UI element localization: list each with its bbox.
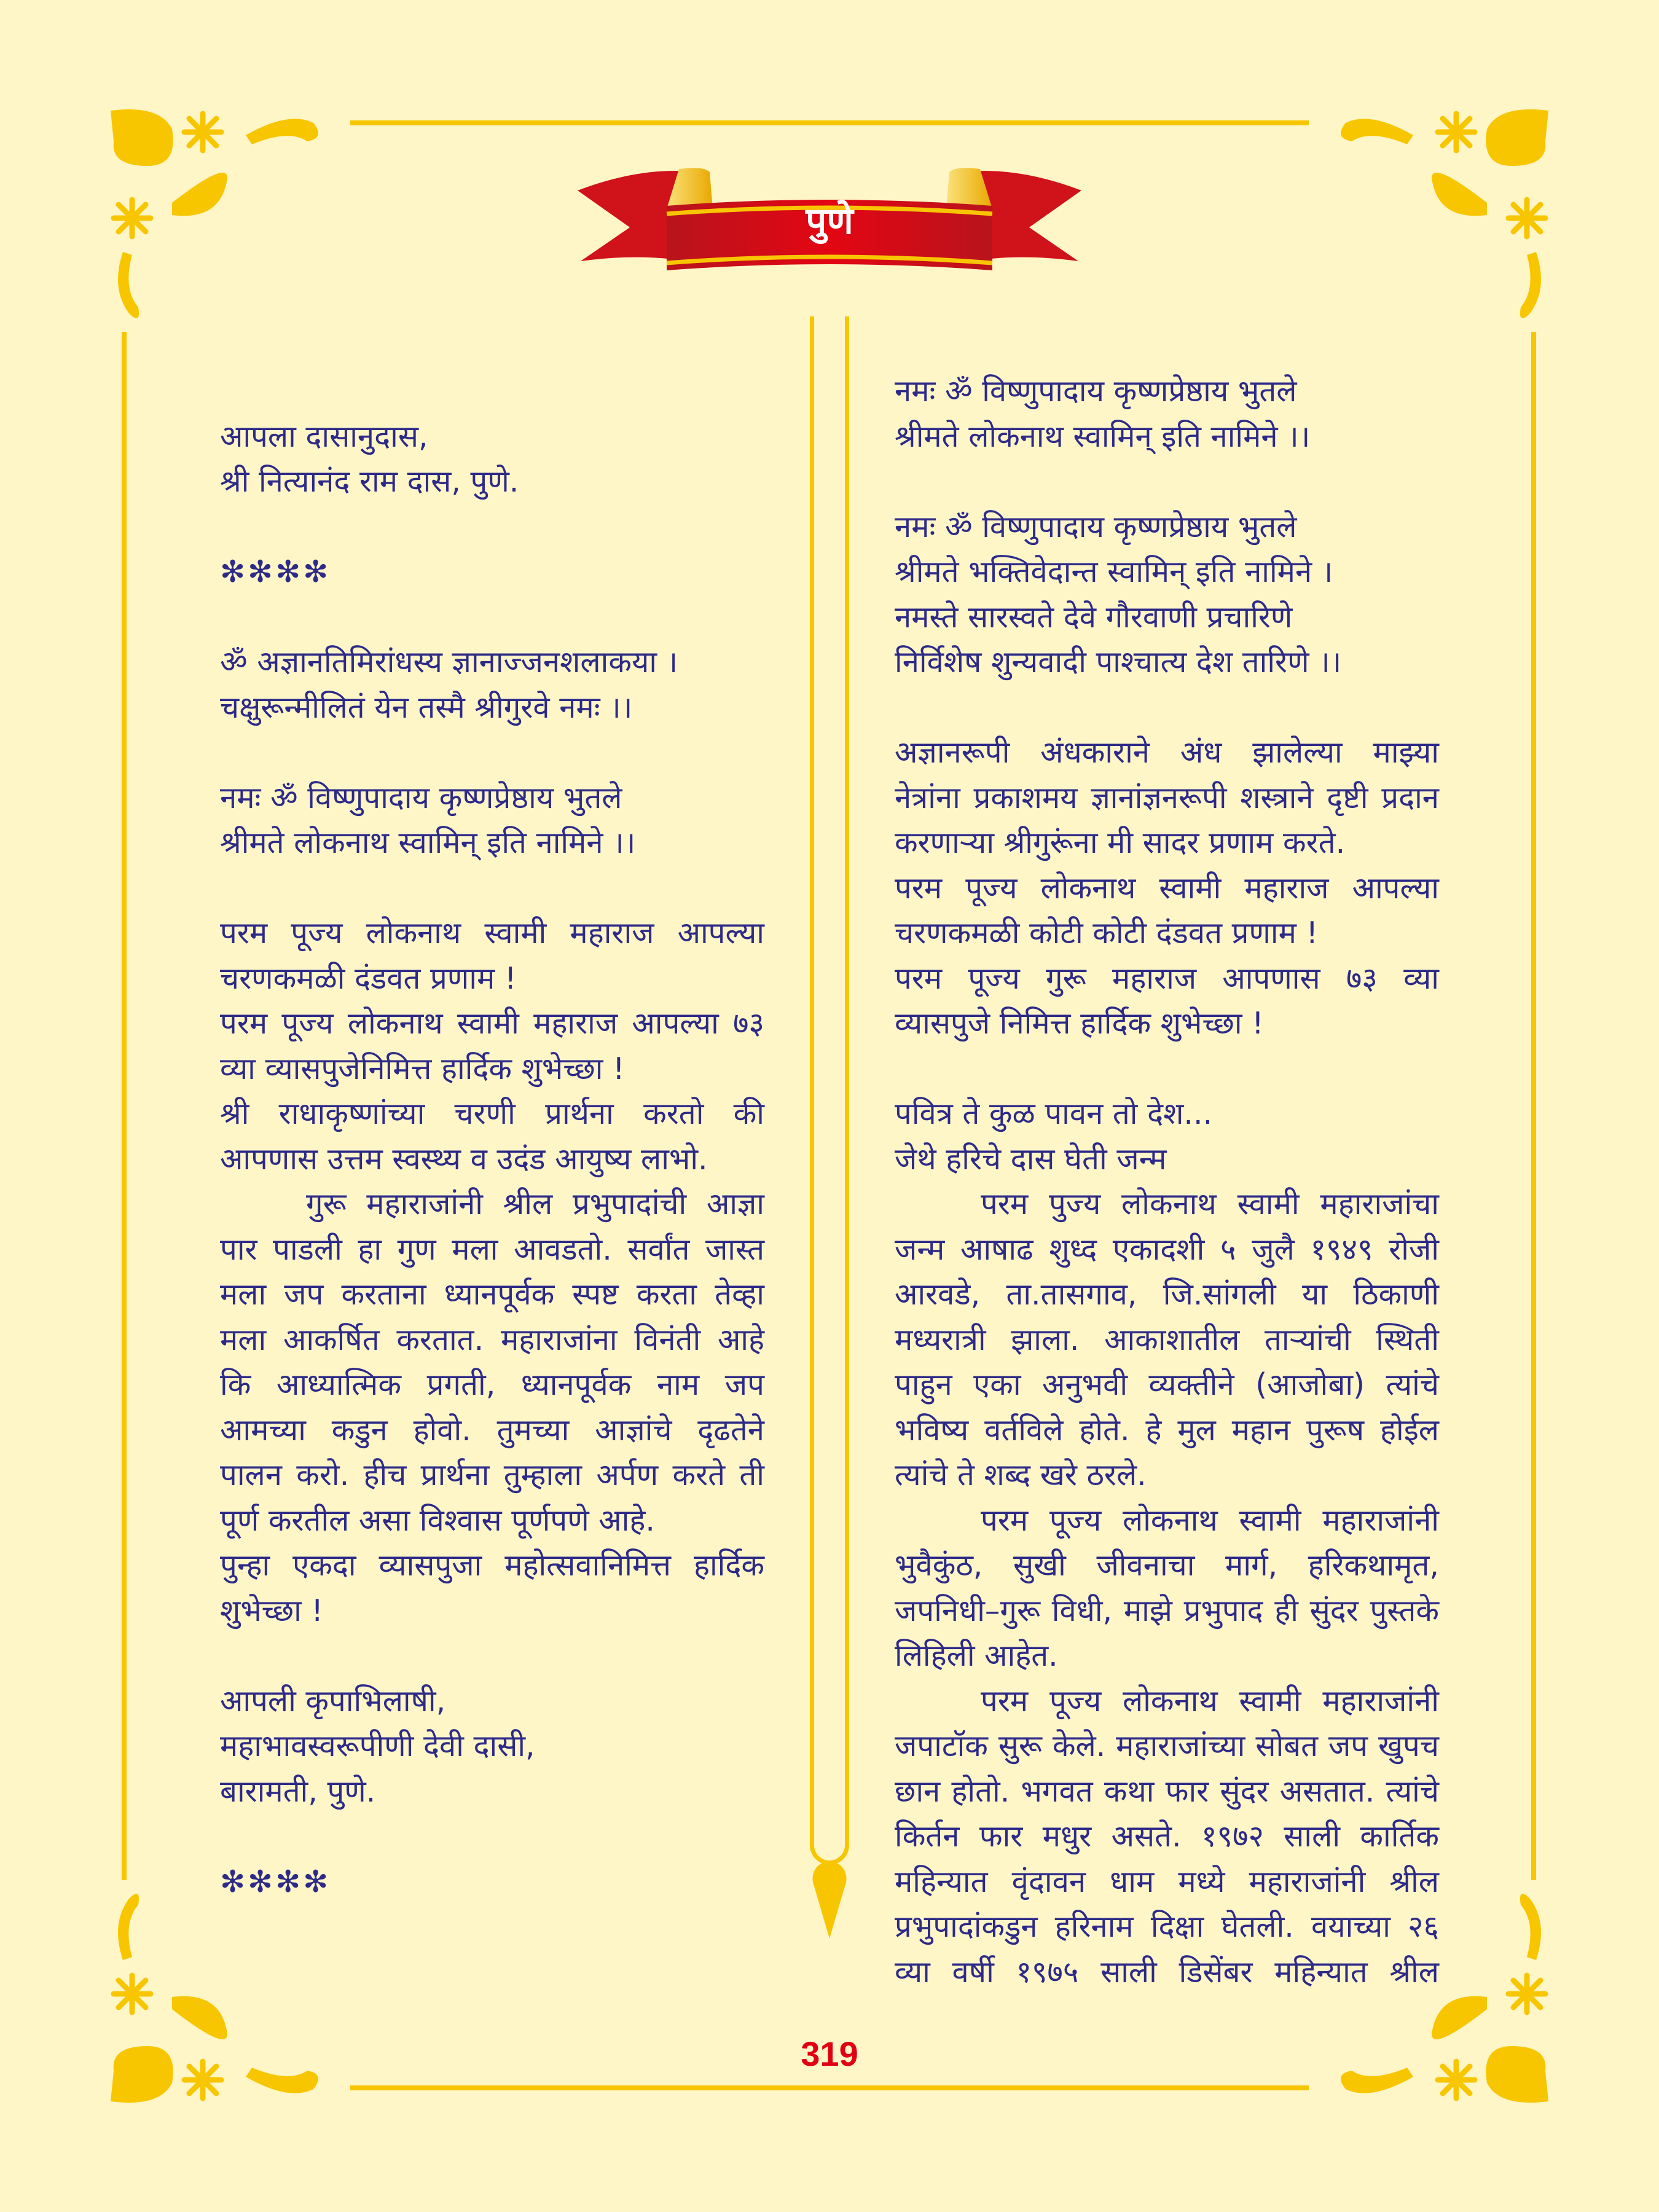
text-line: प्रभुपादांकडुन हरिनाम दिक्षा घेतली. वयाच्या २६ [895,1909,1439,1944]
title-banner [568,147,1091,283]
text-line: जेथे हरिचे दास घेती जन्म [895,1141,1167,1177]
text-line: महिन्यात वृंदावन धाम मध्ये महाराजांनी श्रील [895,1864,1439,1899]
pendant-icon [811,1862,848,1942]
frame-bottom-line [350,2085,1309,2090]
text-line: श्री राधाकृष्णांच्या चरणी प्रार्थना करतो की [220,1096,764,1131]
text-line: परम पूज्य लोकनाथ स्वामी महाराज आपल्या [895,870,1439,906]
text-line: नेत्रांना प्रकाशमय ज्ञानांज्ञनरूपी शस्त्राने दृष्टी प्रदान [895,780,1439,815]
section-separator: ✻✻✻✻ [220,554,331,589]
text-line: व्या व्यासपुजेनिमित्त हार्दिक शुभेच्छा ! [220,1051,625,1086]
text-line: निर्विशेष शुन्यवादी पाश्चात्य देश तारिणे ।। [895,645,1342,680]
frame-top-line [350,120,1309,125]
text-line: श्रीमते लोकनाथ स्वामिन् इति नामिने ।। [895,418,1311,454]
text-line: पवित्र ते कुळ पावन तो देश... [895,1096,1213,1131]
corner-ornament-icon [104,104,363,363]
text-line: पूर्ण करतील असा विश्वास पूर्णपणे आहे. [220,1502,655,1538]
text-line: मला जप करताना ध्यानपूर्वक स्पष्ट करता तेव्हा [220,1277,764,1312]
text-line: अज्ञानरूपी अंधकाराने अंध झालेल्या माझ्या [895,735,1439,770]
text-line: पालन करो. हीच प्रार्थना तुम्हाला अर्पण करते ती [220,1457,764,1492]
page-title: पुणे [806,200,853,243]
frame-left-line [122,332,127,1880]
corner-ornament-icon [1296,104,1555,363]
text-line: परम पूज्य लोकनाथ स्वामी महाराज आपल्या [220,916,764,951]
text-line: परम पुज्य लोकनाथ स्वामी महाराजांचा [981,1186,1439,1222]
text-line: पार पाडली हा गुण मला आवडतो. सर्वांत जास्त [220,1231,764,1267]
page-number: 319 [801,2034,858,2073]
text-line: श्रीमते भक्तिवेदान्त स्वामिन् इति नामिने । [895,554,1333,589]
text-line: मला आकर्षित करतात. महाराजांना विनंती आहे [220,1322,764,1357]
text-line: व्यासपुजे निमित्त हार्दिक शुभेच्छा ! [895,1006,1264,1041]
text-line: आपला दासानुदास, [220,418,428,454]
text-line: परम पूज्य गुरू महाराज आपणास ७३ व्या [895,960,1439,996]
text-line: आमच्या कडुन होवो. तुमच्या आज्ञांचे दृढतेने [220,1412,764,1448]
text-line: आपणास उत्तम स्वस्थ्य व उदंड आयुष्य लाभो. [220,1141,708,1177]
text-line: भविष्य वर्तविले होते. हे मुल महान पुरूष होईल [895,1412,1439,1448]
text-line: श्री नित्यानंद राम दास, पुणे. [220,464,519,499]
column-divider [810,316,849,1865]
text-line: नमः ॐ विष्णुपादाय कृष्णप्रेष्ठाय भुतले [895,374,1297,409]
text-line: आपली कृपाभिलाषी, [220,1683,446,1719]
text-line: बारामती, पुणे. [220,1773,376,1809]
text-line: श्रीमते लोकनाथ स्वामिन् इति नामिने ।। [220,825,636,860]
text-line: जपनिधी–गुरू विधी, माझे प्रभुपाद ही सुंदर पुस्तके [895,1593,1439,1628]
text-line: चरणकमळी दंडवत प्रणाम ! [220,960,517,996]
text-line: चरणकमळी कोटी कोटी दंडवत प्रणाम ! [895,916,1319,951]
section-separator: ✻✻✻✻ [220,1864,331,1899]
text-line: नमः ॐ विष्णुपादाय कृष्णप्रेष्ठाय भुतले [220,780,622,815]
text-line: मध्यरात्री झाला. आकाशातील ताऱ्यांची स्थिती [895,1322,1439,1357]
text-line: ॐ अज्ञानतिमिरांधस्य ज्ञानाज्जनशलाकया । [220,645,678,680]
text-line: पाहुन एका अनुभवी व्यक्तीने (आजोबा) त्यांचे [895,1367,1439,1402]
text-line: किर्तन फार मधुर असते. १९७२ साली कार्तिक [895,1819,1439,1854]
text-line: त्यांचे ते शब्द खरे ठरले. [895,1457,1147,1492]
text-line: परम पूज्य लोकनाथ स्वामी महाराजांनी [981,1502,1439,1538]
text-line: करणाऱ्या श्रीगुरूंना मी सादर प्रणाम करते. [895,825,1346,860]
text-line: आरवडे, ता.तासगाव, जि.सांगली या ठिकाणी [895,1277,1439,1312]
text-line: जपाटॉक सुरू केले. महाराजांच्या सोबत जप खुपच [895,1728,1439,1763]
text-line: चक्षुरून्मीलितं येन तस्मै श्रीगुरवे नमः ।। [220,689,633,725]
text-line: कि आध्यात्मिक प्रगती, ध्यानपूर्वक नाम जप [220,1367,764,1402]
text-line: जन्म आषाढ शुध्द एकादशी ५ जुलै १९४९ रोजी [895,1231,1439,1267]
frame-right-line [1531,332,1536,1880]
text-line: भुवैकुंठ, सुखी जीवनाचा मार्ग, हरिकथामृत, [895,1548,1439,1583]
text-line: परम पूज्य लोकनाथ स्वामी महाराजांनी [981,1683,1439,1719]
text-line: नमः ॐ विष्णुपादाय कृष्णप्रेष्ठाय भुतले [895,509,1297,544]
text-line: गुरू महाराजांनी श्रील प्रभुपादांची आज्ञा [306,1186,764,1222]
text-line: शुभेच्छा ! [220,1593,324,1628]
text-line: पुन्हा एकदा व्यासपुजा महोत्सवानिमित्त हार्दिक [220,1548,764,1583]
text-line: छान होतो. भगवत कथा फार सुंदर असतात. त्यांचे [895,1773,1439,1809]
text-line: लिहिली आहेत. [895,1638,1058,1673]
text-line: नमस्ते सारस्वते देवे गौरवाणी प्रचारिणे [895,599,1293,635]
text-line: परम पूज्य लोकनाथ स्वामी महाराज आपल्या ७३ [220,1006,764,1041]
text-line: व्या वर्षी १९७५ साली डिसेंबर महिन्यात श्रील [895,1954,1439,1990]
text-line: महाभावस्वरूपीणी देवी दासी, [220,1728,535,1763]
